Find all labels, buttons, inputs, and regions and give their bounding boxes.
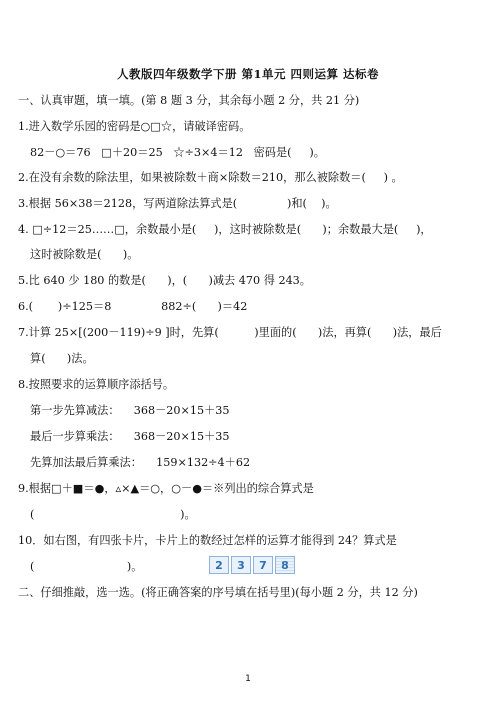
question-10-answer-blank: ( )。	[30, 560, 143, 573]
question-1: 1.进入数学乐园的密码是○□☆，请破译密码。	[18, 120, 251, 133]
page-number: 1	[245, 674, 251, 684]
question-8-step-3: 先算加法最后算乘法： 159×132÷4＋62	[30, 456, 251, 469]
question-9: 9.根据□＋■＝●，▵×▲＝○，○－●＝※列出的综合算式是	[18, 482, 314, 495]
question-10: 10．如右图，有四张卡片，卡片上的数经过怎样的运算才能得到 24？算式是	[18, 534, 397, 547]
section-2-heading: 二、仔细推敲，选一选。(将正确答案的序号填在括号里)(每小题 2 分，共 12 分)	[18, 586, 418, 599]
question-1-equations: 82－○＝76 □＋20＝25 ☆÷3×4＝12 密码是( )。	[30, 146, 325, 159]
question-8: 8.按照要求的运算顺序添括号。	[18, 378, 175, 391]
question-7-continued: 算( )法。	[30, 352, 94, 365]
question-3: 3.根据 56×38＝2128，写两道除法算式是( )和( )。	[18, 197, 337, 210]
page-title: 人教版四年级数学下册 第1单元 四则运算 达标卷	[116, 67, 379, 81]
number-card: 8	[275, 556, 295, 574]
question-4: 4. □÷12＝25……□，余数最小是( )，这时被除数是( )；余数最大是( )，	[18, 223, 432, 236]
question-8-step-1: 第一步先算减法： 368－20×15＋35	[30, 404, 230, 417]
question-7: 7.计算 25×[(200－119)÷9 ]时，先算( )里面的( )法，再算( )法，最后	[18, 326, 442, 339]
section-1-heading: 一、认真审题，填一填。(第 8 题 3 分，其余每小题 2 分，共 21 分)	[18, 94, 360, 107]
number-card: 2	[209, 556, 229, 574]
number-card: 3	[231, 556, 251, 574]
question-2: 2.在没有余数的除法里，如果被除数＋商×除数＝210，那么被除数＝( ) 。	[18, 171, 403, 184]
question-6: 6.( )÷125＝8 882÷( )＝42	[18, 300, 248, 313]
question-8-step-2: 最后一步算乘法： 368－20×15＋35	[30, 430, 230, 443]
question-9-answer-blank: ( )。	[30, 508, 196, 521]
question-4-continued: 这时被除数是( )。	[30, 248, 139, 261]
number-cards	[209, 556, 295, 574]
question-5: 5.比 640 少 180 的数是( )，( )减去 470 得 243。	[18, 274, 311, 287]
number-card: 7	[253, 556, 273, 574]
